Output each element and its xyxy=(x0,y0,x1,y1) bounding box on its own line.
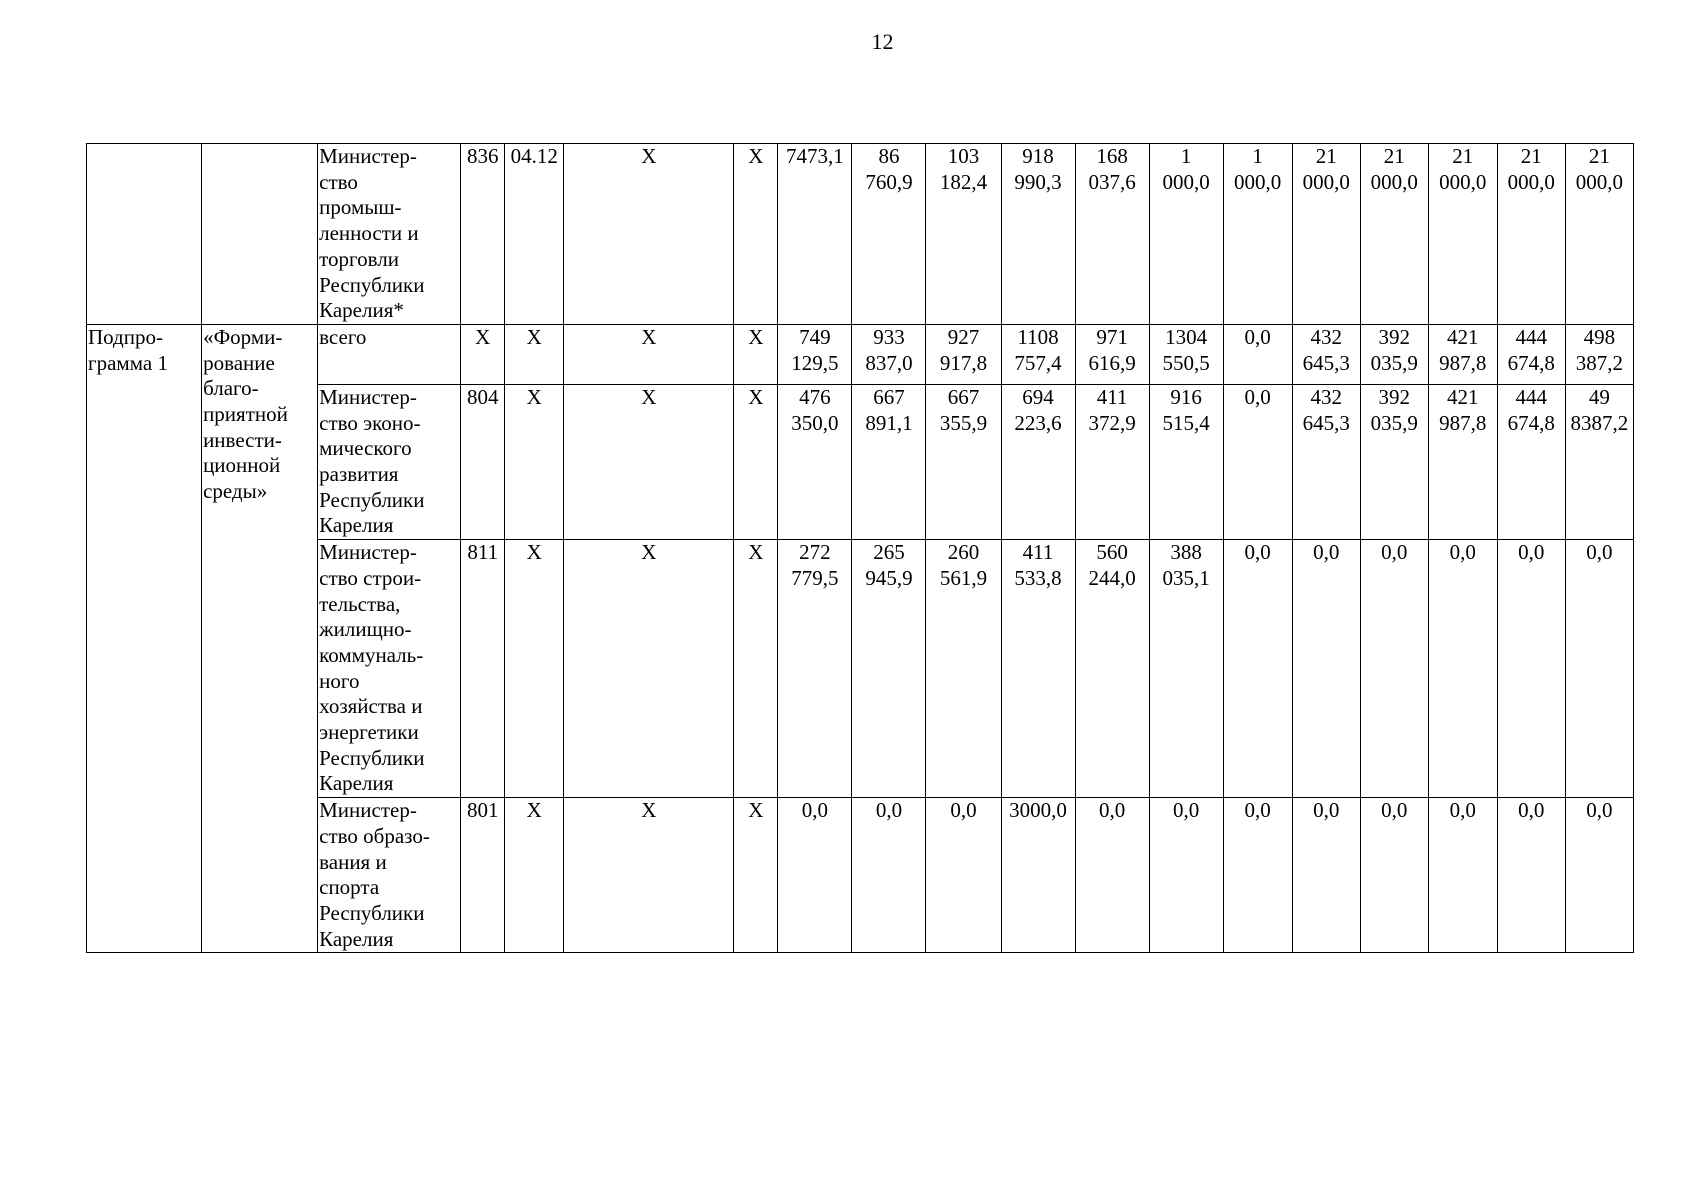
amount-cell xyxy=(1149,540,1223,798)
organization-cell-line: вания и xyxy=(319,849,387,874)
amount-cell xyxy=(1565,144,1633,325)
rzpr-code-cell: X xyxy=(505,540,564,798)
organization-cell-line: всего xyxy=(319,324,367,349)
amount-cell-line: 444 xyxy=(1515,384,1548,409)
amount-cell-line: 990,3 xyxy=(1014,169,1062,194)
rzpr-code-cell: X xyxy=(505,384,564,539)
organization-cell-line: Карелия xyxy=(319,926,394,951)
amount-cell xyxy=(1497,798,1565,953)
amount-cell-line: 667 xyxy=(873,384,905,409)
amount-cell-line: 355,9 xyxy=(939,410,988,435)
amount-cell-line: 388 xyxy=(1170,540,1202,565)
amount-cell xyxy=(1149,384,1223,539)
amount-cell-line: 476 xyxy=(799,384,831,409)
organization-cell-line: Министер- xyxy=(319,384,417,409)
amount-cell-line: 86 xyxy=(878,144,900,168)
amount-cell xyxy=(1360,798,1428,953)
amount-cell-line: 0,0 xyxy=(1244,540,1271,565)
budget-table xyxy=(86,143,1634,953)
amount-cell-line: 550,5 xyxy=(1162,350,1210,375)
organization-cell xyxy=(318,144,461,325)
amount-cell-line: 035,9 xyxy=(1370,410,1418,435)
organization-cell-line: Карелия* xyxy=(319,298,404,323)
page-number: 12 xyxy=(871,29,894,54)
rzpr-code-cell: 04.12 xyxy=(505,144,564,325)
amount-cell-line: 411 xyxy=(1096,384,1128,409)
amount-cell-line: 749 xyxy=(799,324,831,349)
amount-cell-line: 0,0 xyxy=(1244,324,1271,349)
amount-cell-line: 444 xyxy=(1515,324,1548,349)
amount-cell-line: 1108 xyxy=(1017,324,1059,349)
organization-cell-line: Республики xyxy=(319,487,425,512)
organization-cell-line: Республики xyxy=(319,272,425,297)
amount-cell xyxy=(1565,324,1633,384)
amount-cell xyxy=(778,798,852,953)
amount-cell-line: 21 xyxy=(1452,144,1474,168)
amount-cell-line: 0,0 xyxy=(801,798,829,823)
organization-cell-line: Министер- xyxy=(319,144,417,168)
amount-cell-line: 411 xyxy=(1022,540,1054,565)
amount-cell xyxy=(1223,324,1292,384)
amount-cell-line: 0,0 xyxy=(1518,540,1545,565)
amount-cell-line: 000,0 xyxy=(1302,169,1350,194)
amount-cell-line: 837,0 xyxy=(865,350,913,375)
title-cell-empty xyxy=(202,144,318,325)
vr-code-cell: X xyxy=(734,324,778,384)
amount-cell xyxy=(852,144,926,325)
organization-cell-line: Министер- xyxy=(319,540,417,565)
amount-cell-line: 244,0 xyxy=(1088,565,1136,590)
csr-code-cell: X xyxy=(564,144,734,325)
organization-cell-line: ного xyxy=(319,668,360,693)
subprogram-title-cell-line: «Форми- xyxy=(203,324,283,349)
amount-cell-line: 0,0 xyxy=(950,798,977,823)
rzpr-code-cell: X xyxy=(505,324,564,384)
organization-cell-line: Республики xyxy=(319,745,425,770)
amount-cell-line: 918 xyxy=(1022,144,1054,168)
amount-cell-line: 372,9 xyxy=(1088,410,1136,435)
vr-code-cell: X xyxy=(734,384,778,539)
organization-cell-line: Республики xyxy=(319,900,425,925)
amount-cell xyxy=(1223,798,1292,953)
grbs-code-cell: 801 xyxy=(461,798,505,953)
amount-cell-line: 498 xyxy=(1583,324,1616,349)
amount-cell-line: 260 xyxy=(947,540,980,565)
amount-cell-line: 616,9 xyxy=(1088,350,1136,375)
amount-cell xyxy=(1292,384,1360,539)
amount-cell-line: 0,0 xyxy=(1381,540,1408,565)
amount-cell xyxy=(1428,144,1497,325)
amount-cell-line: 272 xyxy=(799,540,831,565)
amount-cell-line: 561,9 xyxy=(939,565,988,590)
amount-cell xyxy=(1075,384,1149,539)
program-cell-empty xyxy=(87,144,202,325)
rzpr-code-cell: X xyxy=(505,798,564,953)
subprogram-title-cell-line: инвести- xyxy=(203,427,282,452)
amount-cell-line: 168 xyxy=(1096,144,1128,168)
amount-cell-line: 891,1 xyxy=(865,410,913,435)
amount-cell-line: 917,8 xyxy=(939,350,988,375)
amount-cell-line: 000,0 xyxy=(1575,169,1624,194)
amount-cell-line: 129,5 xyxy=(791,350,839,375)
amount-cell-line: 000,0 xyxy=(1439,169,1487,194)
amount-cell xyxy=(1360,144,1428,325)
amount-cell xyxy=(1223,144,1292,325)
amount-cell xyxy=(852,540,926,798)
amount-cell xyxy=(1428,798,1497,953)
amount-cell-line: 1 xyxy=(1252,144,1263,168)
amount-cell-line: 350,0 xyxy=(791,410,839,435)
amount-cell-line: 0,0 xyxy=(1313,540,1340,565)
amount-cell-line: 103 xyxy=(947,144,980,168)
program-cell-line: грамма 1 xyxy=(88,350,168,375)
amount-cell-line: 000,0 xyxy=(1507,169,1555,194)
organization-cell-line: тельства, xyxy=(319,591,401,616)
amount-cell xyxy=(1360,384,1428,539)
amount-cell xyxy=(1428,540,1497,798)
amount-cell xyxy=(1149,144,1223,325)
amount-cell xyxy=(1149,798,1223,953)
subprogram-title-cell-line: ционной xyxy=(203,453,281,478)
vr-code-cell: X xyxy=(734,540,778,798)
table-row xyxy=(87,324,1634,384)
amount-cell-line: 945,9 xyxy=(865,565,913,590)
amount-cell xyxy=(778,324,852,384)
amount-cell-line: 987,8 xyxy=(1439,350,1487,375)
amount-cell-line: 971 xyxy=(1096,324,1128,349)
organization-cell-line: Министер- xyxy=(319,798,417,823)
table-row xyxy=(87,384,1634,539)
amount-cell-line: 21 xyxy=(1315,144,1337,168)
amount-cell-line: 182,4 xyxy=(939,169,988,194)
amount-cell-line: 21 xyxy=(1383,144,1405,168)
amount-cell-line: 0,0 xyxy=(1313,798,1340,823)
amount-cell-line: 432 xyxy=(1310,324,1342,349)
table-row xyxy=(87,798,1634,953)
program-cell-line: Подпро- xyxy=(88,324,163,349)
amount-cell-line: 760,9 xyxy=(865,169,913,194)
grbs-code-cell: X xyxy=(461,324,505,384)
amount-cell xyxy=(1360,324,1428,384)
organization-cell-line: ство эконо- xyxy=(319,410,421,435)
amount-cell-line: 1304 xyxy=(1165,324,1208,349)
amount-cell-line: 515,4 xyxy=(1162,410,1210,435)
organization-cell-line: коммуналь- xyxy=(319,642,424,667)
amount-cell xyxy=(1497,324,1565,384)
subprogram-title-cell-line: благо- xyxy=(203,376,259,401)
table-row xyxy=(87,540,1634,798)
subprogram-title-cell-line: приятной xyxy=(203,402,288,427)
organization-cell-line: ство образо- xyxy=(319,823,430,848)
amount-cell-line: 037,6 xyxy=(1088,169,1136,194)
amount-cell xyxy=(1075,144,1149,325)
amount-cell xyxy=(1075,324,1149,384)
program-cell xyxy=(87,324,202,952)
organization-cell-line: ство xyxy=(319,169,358,194)
amount-cell-line: 21 xyxy=(1520,144,1542,168)
amount-cell-line: 0,0 xyxy=(1244,798,1271,823)
organization-cell-line: мического xyxy=(319,436,412,461)
amount-cell-line: 0,0 xyxy=(1449,798,1476,823)
amount-cell xyxy=(1292,798,1360,953)
amount-cell-line: 916 xyxy=(1170,384,1202,409)
grbs-code-cell: 836 xyxy=(461,144,505,325)
amount-cell-line: 3000,0 xyxy=(1009,798,1067,823)
amount-cell-line: 560 xyxy=(1096,540,1128,565)
organization-cell-line: жилищно- xyxy=(319,617,412,642)
amount-cell-line: 000,0 xyxy=(1162,169,1210,194)
amount-cell xyxy=(1001,798,1075,953)
amount-cell xyxy=(1292,540,1360,798)
organization-cell-line: Карелия xyxy=(319,513,394,538)
amount-cell xyxy=(1360,540,1428,798)
amount-cell xyxy=(852,384,926,539)
amount-cell xyxy=(1292,144,1360,325)
amount-cell xyxy=(926,384,1001,539)
amount-cell-line: 387,2 xyxy=(1575,350,1624,375)
subprogram-title-cell-line: среды» xyxy=(203,479,268,504)
amount-cell xyxy=(1292,324,1360,384)
amount-cell xyxy=(852,324,926,384)
amount-cell-line: 223,6 xyxy=(1014,410,1062,435)
amount-cell xyxy=(1001,384,1075,539)
csr-code-cell: X xyxy=(564,798,734,953)
organization-cell-line: хозяйства и xyxy=(319,694,423,719)
amount-cell xyxy=(1565,798,1633,953)
organization-cell xyxy=(318,798,461,953)
amount-cell xyxy=(778,384,852,539)
organization-cell xyxy=(318,384,461,539)
amount-cell-line: 49 xyxy=(1588,384,1610,409)
amount-cell-line: 674,8 xyxy=(1507,350,1555,375)
amount-cell xyxy=(1149,324,1223,384)
amount-cell xyxy=(926,798,1001,953)
organization-cell xyxy=(318,324,461,384)
organization-cell-line: развития xyxy=(319,462,399,487)
amount-cell-line: 421 xyxy=(1447,384,1479,409)
organization-cell-line: промыш- xyxy=(319,195,402,220)
vr-code-cell: X xyxy=(734,798,778,953)
organization-cell-line: энергетики xyxy=(319,720,419,745)
organization-cell-line: спорта xyxy=(319,875,380,900)
amount-cell xyxy=(852,798,926,953)
amount-cell xyxy=(1565,540,1633,798)
amount-cell-line: 392 xyxy=(1378,324,1410,349)
grbs-code-cell: 811 xyxy=(461,540,505,798)
amount-cell xyxy=(1001,144,1075,325)
amount-cell-line: 0,0 xyxy=(1518,798,1545,823)
amount-cell-line: 645,3 xyxy=(1302,350,1350,375)
csr-code-cell: X xyxy=(564,384,734,539)
amount-cell-line: 0,0 xyxy=(1244,384,1271,409)
amount-cell-line: 392 xyxy=(1378,384,1410,409)
amount-cell-line: 933 xyxy=(873,324,905,349)
organization-cell-line: ленности и xyxy=(319,221,419,246)
amount-cell xyxy=(1001,324,1075,384)
amount-cell xyxy=(1565,384,1633,539)
amount-cell-line: 0,0 xyxy=(1586,798,1613,823)
amount-cell-line: 674,8 xyxy=(1507,410,1555,435)
amount-cell xyxy=(1223,384,1292,539)
amount-cell-line: 0,0 xyxy=(1586,540,1613,565)
amount-cell xyxy=(1223,540,1292,798)
amount-cell xyxy=(1075,798,1149,953)
amount-cell-line: 21 xyxy=(1588,144,1610,168)
amount-cell xyxy=(1497,144,1565,325)
amount-cell xyxy=(1428,324,1497,384)
amount-cell xyxy=(926,144,1001,325)
amount-cell-line: 035,1 xyxy=(1162,565,1210,590)
csr-code-cell: X xyxy=(564,540,734,798)
amount-cell-line: 000,0 xyxy=(1234,169,1282,194)
amount-cell-line: 987,8 xyxy=(1439,410,1487,435)
amount-cell-line: 927 xyxy=(947,324,980,349)
subprogram-title-cell-line: рование xyxy=(203,350,275,375)
amount-cell xyxy=(778,540,852,798)
organization-cell-line: торговли xyxy=(319,246,399,271)
amount-cell xyxy=(1075,540,1149,798)
amount-cell xyxy=(1001,540,1075,798)
organization-cell-line: ство строи- xyxy=(319,565,422,590)
amount-cell xyxy=(926,540,1001,798)
csr-code-cell: X xyxy=(564,324,734,384)
amount-cell-line: 694 xyxy=(1022,384,1054,409)
amount-cell-line: 421 xyxy=(1447,324,1479,349)
amount-cell-line: 0,0 xyxy=(1098,798,1126,823)
amount-cell xyxy=(1497,384,1565,539)
amount-cell-line: 0,0 xyxy=(1381,798,1408,823)
amount-cell-line: 0,0 xyxy=(875,798,903,823)
amount-cell-line: 432 xyxy=(1310,384,1342,409)
subprogram-title-cell xyxy=(202,324,318,952)
amount-cell xyxy=(778,144,852,325)
organization-cell-line: Карелия xyxy=(319,771,394,796)
amount-cell-line: 667 xyxy=(947,384,980,409)
amount-cell-line: 757,4 xyxy=(1014,350,1062,375)
amount-cell-line: 7473,1 xyxy=(786,144,844,168)
amount-cell-line: 265 xyxy=(873,540,905,565)
grbs-code-cell: 804 xyxy=(461,384,505,539)
amount-cell-line: 000,0 xyxy=(1370,169,1418,194)
amount-cell-line: 035,9 xyxy=(1370,350,1418,375)
table-row xyxy=(87,144,1634,325)
amount-cell-line: 645,3 xyxy=(1302,410,1350,435)
amount-cell xyxy=(1428,384,1497,539)
amount-cell-line: 779,5 xyxy=(791,565,839,590)
amount-cell xyxy=(926,324,1001,384)
amount-cell-line: 533,8 xyxy=(1014,565,1062,590)
amount-cell-line: 1 xyxy=(1180,144,1192,168)
organization-cell xyxy=(318,540,461,798)
amount-cell xyxy=(1497,540,1565,798)
amount-cell-line: 8387,2 xyxy=(1570,410,1629,435)
vr-code-cell: X xyxy=(734,144,778,325)
amount-cell-line: 0,0 xyxy=(1173,798,1200,823)
amount-cell-line: 0,0 xyxy=(1449,540,1476,565)
